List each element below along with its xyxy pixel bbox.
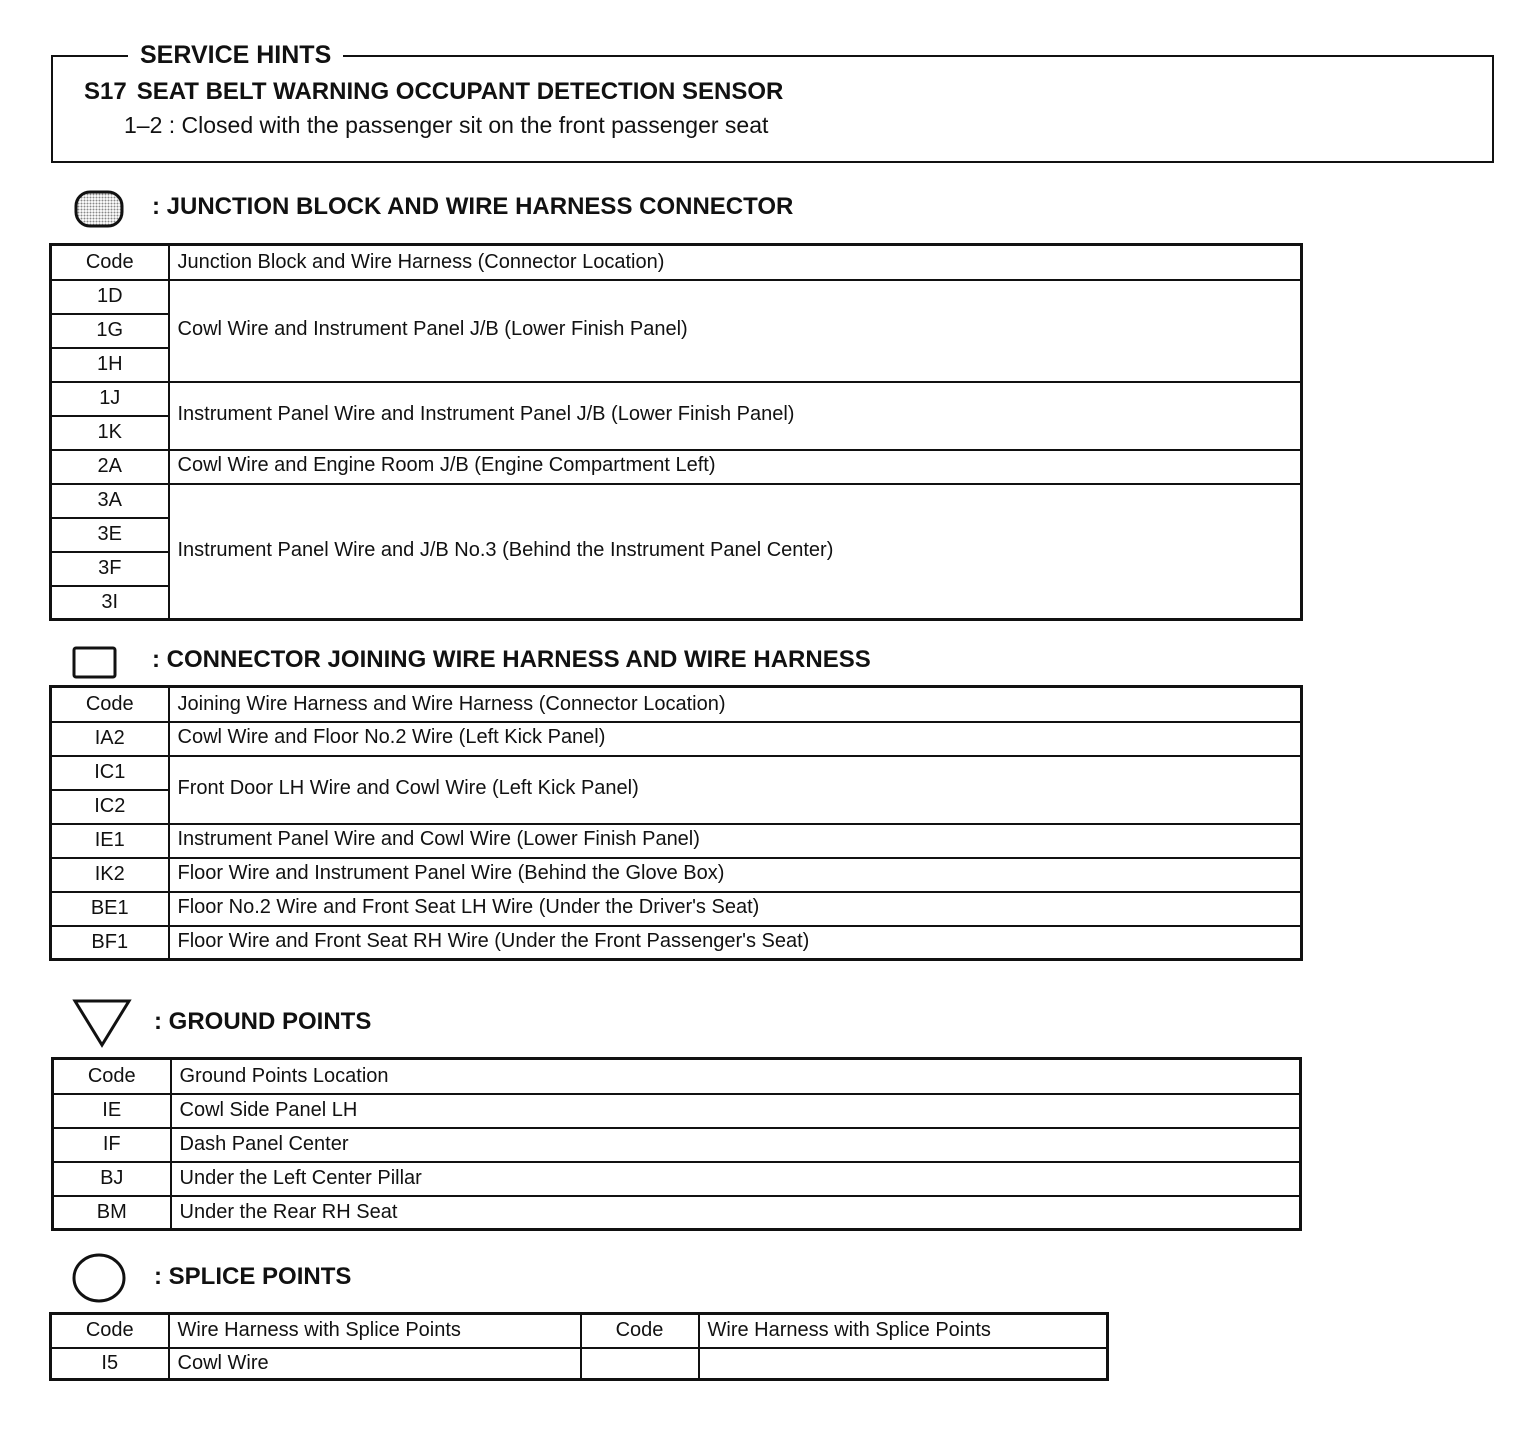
location-cell: Cowl Side Panel LH [171,1094,1301,1128]
code-cell: 1K [51,416,169,450]
location-cell: Under the Rear RH Seat [171,1196,1301,1230]
table-header-row [51,687,1302,722]
rounded-rectangle-icon [74,190,126,230]
table-row [51,926,1302,960]
ground-heading: : GROUND POINTS [154,1008,372,1035]
location-text: Floor Wire and Front Seat RH Wire (Under the Front Passenger's Seat) [177,929,810,952]
table-header-row [51,1314,1108,1348]
table-row [51,858,1302,892]
connector-heading: : CONNECTOR JOINING WIRE HARNESS AND WIRE HARNESS [152,646,871,673]
service-hints-title: SERVICE HINTS [128,41,343,69]
location-text: Instrument Panel Wire and Instrument Panel J/B (Lower Finish Panel) [177,403,795,425]
code-cell: IE [53,1094,171,1128]
component-name: SEAT BELT WARNING OCCUPANT DETECTION SENSOR [136,78,784,105]
header-description: Joining Wire Harness and Wire Harness (Connector Location) [169,687,1302,722]
service-hints-box [51,55,1494,163]
code-cell: 3I [51,586,169,620]
table-row [53,1128,1301,1162]
table-row [51,382,1302,416]
circle-icon [70,1252,128,1304]
location-cell [169,382,1302,450]
code-cell: IK2 [51,858,169,892]
code-cell: 3A [51,484,169,518]
header-code: Code [53,1059,171,1094]
harness-cell-2 [699,1348,1108,1380]
location-text: Front Door LH Wire and Cowl Wire (Left Kick Panel) [177,777,639,799]
location-cell: Under the Left Center Pillar [171,1162,1301,1196]
table-row [51,450,1302,484]
header-code: Code [51,245,169,280]
location-cell [169,824,1302,858]
code-cell: IA2 [51,722,169,756]
table-row [53,1162,1301,1196]
table-row [51,1348,1108,1380]
header-description: Ground Points Location [171,1059,1301,1094]
code-cell: IE1 [51,824,169,858]
triangle-down-icon [72,998,132,1050]
header-code: Code [51,1314,169,1348]
code-cell: BM [53,1196,171,1230]
location-text: Cowl Wire and Instrument Panel J/B (Lower Finish Panel) [177,318,688,340]
location-text: Instrument Panel Wire and J/B No.3 (Behind the Instrument Panel Center) [177,538,834,561]
service-hints-component [84,78,783,106]
location-cell [169,926,1302,960]
code-cell: 1J [51,382,169,416]
location-text: Cowl Wire and Engine Room J/B (Engine Compartment Left) [177,454,716,476]
location-text: Cowl Wire and Floor No.2 Wire (Left Kick Panel) [177,726,606,748]
location-cell [169,450,1302,484]
header-description: Junction Block and Wire Harness (Connector Location) [169,245,1302,280]
header-code-2: Code [581,1314,699,1348]
table-row [51,722,1302,756]
service-hints-line: 1–2 : Closed with the passenger sit on the front passenger seat [124,112,769,138]
code-cell: 3F [51,552,169,586]
header-harness-2: Wire Harness with Splice Points [699,1314,1108,1348]
code-cell: 1G [51,314,169,348]
location-text: Floor No.2 Wire and Front Seat LH Wire (Under the Driver's Seat) [177,896,760,918]
harness-cell: Cowl Wire [169,1348,581,1380]
location-cell [169,756,1302,824]
code-cell: BJ [53,1162,171,1196]
location-text: Instrument Panel Wire and Cowl Wire (Lower Finish Panel) [177,828,700,850]
connector-table [49,685,1303,961]
component-code: S17 [84,78,127,105]
table-header-row [53,1059,1301,1094]
code-cell: 1D [51,280,169,314]
code-cell: BE1 [51,892,169,926]
code-cell-2 [581,1348,699,1380]
code-cell: I5 [51,1348,169,1380]
location-cell [169,280,1302,382]
header-code: Code [51,687,169,722]
code-cell: 3E [51,518,169,552]
ground-table [51,1057,1302,1231]
code-cell: IC2 [51,790,169,824]
code-cell: 2A [51,450,169,484]
code-cell: BF1 [51,926,169,960]
table-row [53,1094,1301,1128]
splice-table [49,1312,1109,1381]
location-text: Floor Wire and Instrument Panel Wire (Behind the Glove Box) [177,862,725,884]
table-row [53,1196,1301,1230]
location-cell [169,484,1302,620]
table-row [51,756,1302,790]
header-harness: Wire Harness with Splice Points [169,1314,581,1348]
location-cell [169,858,1302,892]
table-row [51,484,1302,518]
table-header-row [51,245,1302,280]
code-cell: IC1 [51,756,169,790]
junction-table [49,243,1303,621]
square-icon [72,646,118,680]
table-row [51,280,1302,314]
table-row [51,892,1302,926]
location-cell [169,722,1302,756]
code-cell: IF [53,1128,171,1162]
table-row [51,824,1302,858]
junction-heading: : JUNCTION BLOCK AND WIRE HARNESS CONNECTOR [152,193,794,220]
splice-heading: : SPLICE POINTS [154,1263,352,1290]
location-cell: Dash Panel Center [171,1128,1301,1162]
location-cell [169,892,1302,926]
code-cell: 1H [51,348,169,382]
